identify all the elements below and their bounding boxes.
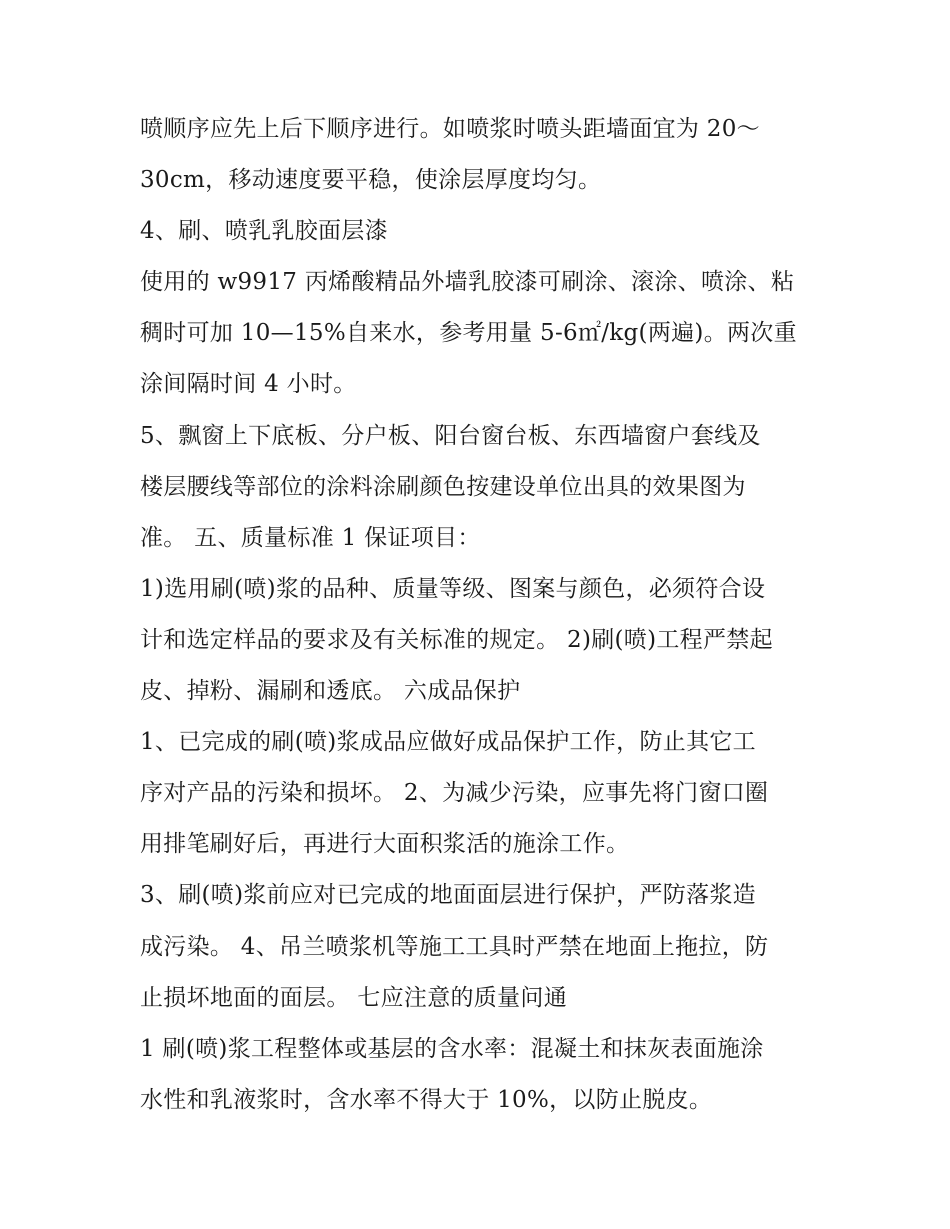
text-line: 序对产品的污染和损坏。 2、为减少污染，应事先将门窗口圈 — [140, 780, 769, 807]
text-line: 喷顺序应先上后下顺序进行。如喷浆时喷头距墙面宜为 20～ — [140, 116, 760, 142]
text-line: 止损坏地面的面层。 七应注意的质量问通 — [140, 984, 568, 1011]
text-line: 用排笔刷好后，再进行大面积浆活的施涂工作。 — [140, 831, 630, 858]
text-line: 1 刷(喷)浆工程整体或基层的含水率：混凝土和抹灰表面施涂 — [140, 1035, 764, 1062]
text-line: 涂间隔时间 4 小时。 — [140, 371, 357, 398]
text-line: 3、刷(喷)浆前应对已完成的地面面层进行保护，严防落浆造 — [140, 882, 756, 909]
text-line: 楼层腰线等部位的涂料涂刷颜色按建设单位出具的效果图为 — [140, 473, 746, 500]
text-line: 准。 五、质量标准 1 保证项目： — [140, 524, 481, 551]
text-line: 水性和乳液浆时，含水率不得大于 10%，以防止脱皮。 — [140, 1086, 713, 1113]
text-line: 使用的 w9917 丙烯酸精品外墙乳胶漆可刷涂、滚涂、喷涂、粘 — [140, 269, 795, 296]
text-line: 计和选定样品的要求及有关标准的规定。 2)刷(喷)工程严禁起 — [140, 626, 773, 653]
text-line: 5、飘窗上下底板、分户板、阳台窗台板、东西墙窗户套线及 — [140, 422, 761, 449]
text-line: 皮、掉粉、漏刷和透底。 六成品保护 — [140, 678, 521, 705]
text-line: 1、已完成的刷(喷)浆成品应做好成品保护工作，防止其它工 — [140, 729, 756, 756]
text-line: 成污染。 4、吊兰喷浆机等施工工具时严禁在地面上拖拉，防 — [140, 933, 769, 960]
text-line: 稠时可加 10—15%自来水，参考用量 5-6㎡/kg(两遍)。两次重 — [140, 320, 797, 347]
document-body — [140, 104, 820, 1126]
text-line: 1)选用刷(喷)浆的品种、质量等级、图案与颜色，必须符合设 — [140, 575, 766, 602]
text-line: 30cm，移动速度要平稳，使涂层厚度均匀。 — [140, 167, 602, 194]
text-line: 4、刷、喷乳乳胶面层漆 — [140, 218, 388, 245]
